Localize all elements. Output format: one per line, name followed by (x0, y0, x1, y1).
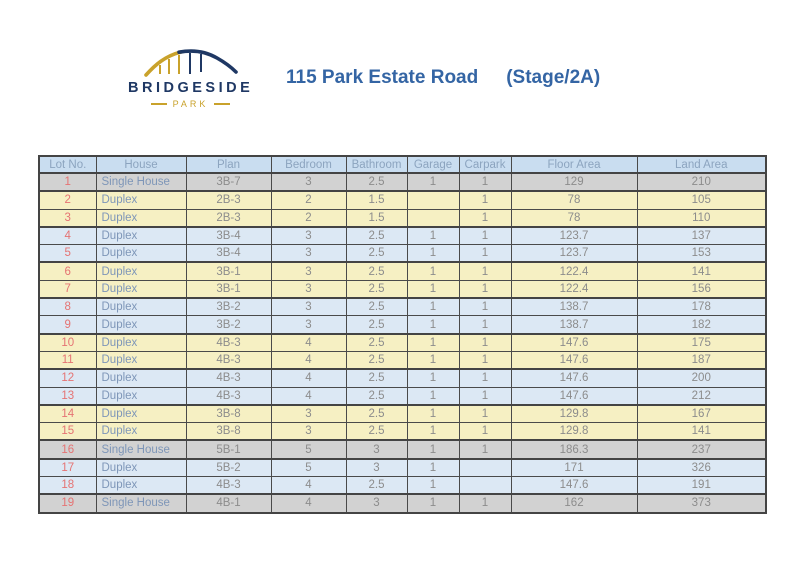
plan-cell: 4B-3 (186, 334, 271, 352)
column-header-garage: Garage (407, 156, 459, 173)
house-cell: Duplex (96, 334, 186, 352)
column-header-plan: Plan (186, 156, 271, 173)
floor-area-cell: 122.4 (511, 262, 637, 280)
bathroom-cell: 2.5 (346, 334, 407, 352)
floor-area-cell: 147.6 (511, 477, 637, 495)
column-header-bathroom: Bathroom (346, 156, 407, 173)
land-area-cell: 200 (637, 369, 766, 387)
house-cell: Duplex (96, 405, 186, 423)
carpark-cell: 1 (459, 351, 511, 369)
table-row (39, 477, 766, 495)
bedroom-cell: 3 (271, 173, 346, 191)
lot-no-cell: 1 (39, 173, 96, 191)
bathroom-cell: 2.5 (346, 387, 407, 405)
plan-cell: 3B-8 (186, 405, 271, 423)
carpark-cell: 1 (459, 209, 511, 227)
column-header-house: House (96, 156, 186, 173)
lot-no-cell: 11 (39, 351, 96, 369)
garage-cell: 1 (407, 459, 459, 477)
bathroom-cell: 2.5 (346, 369, 407, 387)
table-row (39, 191, 766, 209)
street-title: 115 Park Estate Road (286, 67, 479, 88)
carpark-cell: 1 (459, 440, 511, 458)
house-cell: Duplex (96, 477, 186, 495)
lot-no-cell: 5 (39, 245, 96, 263)
land-area-cell: 110 (637, 209, 766, 227)
garage-cell: 1 (407, 351, 459, 369)
bedroom-cell: 3 (271, 405, 346, 423)
column-header-lot-no: Lot No. (39, 156, 96, 173)
carpark-cell: 1 (459, 369, 511, 387)
carpark-cell: 1 (459, 334, 511, 352)
lot-no-cell: 13 (39, 387, 96, 405)
floor-area-cell: 122.4 (511, 280, 637, 298)
column-header-floor-area: Floor Area (511, 156, 637, 173)
carpark-cell: 1 (459, 423, 511, 441)
bathroom-cell: 1.5 (346, 191, 407, 209)
table-row (39, 440, 766, 458)
floor-area-cell: 138.7 (511, 316, 637, 334)
table-row (39, 423, 766, 441)
table-row (39, 209, 766, 227)
plan-cell: 3B-4 (186, 227, 271, 245)
floor-area-cell: 147.6 (511, 351, 637, 369)
floor-area-cell: 162 (511, 494, 637, 512)
stage-title: (Stage/2A) (506, 67, 601, 88)
floor-area-cell: 78 (511, 191, 637, 209)
bedroom-cell: 5 (271, 440, 346, 458)
floor-area-cell: 147.6 (511, 387, 637, 405)
lots-table-wrap (38, 155, 767, 514)
table-row (39, 334, 766, 352)
house-cell: Duplex (96, 245, 186, 263)
lot-no-cell: 12 (39, 369, 96, 387)
plan-cell: 3B-8 (186, 423, 271, 441)
garage-cell: 1 (407, 245, 459, 263)
house-cell: Single House (96, 440, 186, 458)
floor-area-cell: 129.8 (511, 405, 637, 423)
bathroom-cell: 2.5 (346, 423, 407, 441)
land-area-cell: 167 (637, 405, 766, 423)
carpark-cell: 1 (459, 494, 511, 512)
bathroom-cell: 1.5 (346, 209, 407, 227)
land-area-cell: 326 (637, 459, 766, 477)
bedroom-cell: 4 (271, 477, 346, 495)
table-row (39, 494, 766, 512)
garage-cell: 1 (407, 334, 459, 352)
column-header-land-area: Land Area (637, 156, 766, 173)
table-row (39, 298, 766, 316)
lot-no-cell: 7 (39, 280, 96, 298)
floor-area-cell: 138.7 (511, 298, 637, 316)
table-row (39, 245, 766, 263)
table-row (39, 459, 766, 477)
lot-no-cell: 16 (39, 440, 96, 458)
bedroom-cell: 2 (271, 191, 346, 209)
house-cell: Single House (96, 173, 186, 191)
bedroom-cell: 3 (271, 423, 346, 441)
bedroom-cell: 4 (271, 351, 346, 369)
land-area-cell: 373 (637, 494, 766, 512)
floor-area-cell: 123.7 (511, 245, 637, 263)
plan-cell: 2B-3 (186, 191, 271, 209)
table-row (39, 387, 766, 405)
house-cell: Single House (96, 494, 186, 512)
carpark-cell: 1 (459, 280, 511, 298)
bathroom-cell: 3 (346, 440, 407, 458)
table-row (39, 351, 766, 369)
floor-area-cell: 129 (511, 173, 637, 191)
plan-cell: 4B-3 (186, 351, 271, 369)
land-area-cell: 175 (637, 334, 766, 352)
carpark-cell: 1 (459, 405, 511, 423)
plan-cell: 4B-1 (186, 494, 271, 512)
floor-area-cell: 129.8 (511, 423, 637, 441)
plan-cell: 3B-1 (186, 280, 271, 298)
bedroom-cell: 5 (271, 459, 346, 477)
plan-cell: 3B-4 (186, 245, 271, 263)
garage-cell: 1 (407, 316, 459, 334)
garage-cell: 1 (407, 227, 459, 245)
lot-no-cell: 19 (39, 494, 96, 512)
house-cell: Duplex (96, 262, 186, 280)
lot-no-cell: 6 (39, 262, 96, 280)
lot-no-cell: 10 (39, 334, 96, 352)
bathroom-cell: 2.5 (346, 316, 407, 334)
carpark-cell: 1 (459, 245, 511, 263)
lot-no-cell: 4 (39, 227, 96, 245)
bathroom-cell: 2.5 (346, 227, 407, 245)
carpark-cell: 1 (459, 298, 511, 316)
land-area-cell: 178 (637, 298, 766, 316)
lot-no-cell: 17 (39, 459, 96, 477)
logo (128, 48, 253, 109)
house-cell: Duplex (96, 369, 186, 387)
bathroom-cell: 2.5 (346, 351, 407, 369)
land-area-cell: 212 (637, 387, 766, 405)
dash-right (214, 103, 230, 105)
table-row (39, 369, 766, 387)
house-cell: Duplex (96, 387, 186, 405)
carpark-cell: 1 (459, 173, 511, 191)
bathroom-cell: 2.5 (346, 298, 407, 316)
house-cell: Duplex (96, 191, 186, 209)
house-cell: Duplex (96, 298, 186, 316)
garage-cell: 1 (407, 173, 459, 191)
carpark-cell: 1 (459, 262, 511, 280)
floor-area-cell: 78 (511, 209, 637, 227)
land-area-cell: 182 (637, 316, 766, 334)
table-header-row (39, 156, 766, 173)
table-row (39, 173, 766, 191)
bedroom-cell: 4 (271, 387, 346, 405)
bathroom-cell: 2.5 (346, 245, 407, 263)
garage-cell: 1 (407, 262, 459, 280)
plan-cell: 3B-2 (186, 298, 271, 316)
carpark-cell (459, 477, 511, 495)
house-cell: Duplex (96, 351, 186, 369)
plan-cell: 5B-1 (186, 440, 271, 458)
bathroom-cell: 2.5 (346, 405, 407, 423)
bedroom-cell: 3 (271, 262, 346, 280)
floor-area-cell: 123.7 (511, 227, 637, 245)
lot-no-cell: 8 (39, 298, 96, 316)
page-title (286, 67, 600, 89)
bedroom-cell: 3 (271, 245, 346, 263)
logo-subtitle (128, 99, 253, 109)
garage-cell: 1 (407, 280, 459, 298)
bedroom-cell: 3 (271, 227, 346, 245)
logo-name: BRIDGESIDE (128, 80, 254, 96)
carpark-cell (459, 459, 511, 477)
garage-cell (407, 191, 459, 209)
plan-cell: 4B-3 (186, 387, 271, 405)
house-cell: Duplex (96, 209, 186, 227)
land-area-cell: 237 (637, 440, 766, 458)
bathroom-cell: 2.5 (346, 262, 407, 280)
plan-cell: 3B-1 (186, 262, 271, 280)
table-row (39, 405, 766, 423)
carpark-cell: 1 (459, 387, 511, 405)
carpark-cell: 1 (459, 227, 511, 245)
plan-cell: 4B-3 (186, 477, 271, 495)
garage-cell: 1 (407, 440, 459, 458)
bedroom-cell: 4 (271, 494, 346, 512)
land-area-cell: 137 (637, 227, 766, 245)
garage-cell: 1 (407, 477, 459, 495)
floor-area-cell: 147.6 (511, 369, 637, 387)
land-area-cell: 141 (637, 423, 766, 441)
plan-cell: 5B-2 (186, 459, 271, 477)
garage-cell: 1 (407, 405, 459, 423)
land-area-cell: 141 (637, 262, 766, 280)
garage-cell: 1 (407, 298, 459, 316)
column-header-bedroom: Bedroom (271, 156, 346, 173)
table-row (39, 280, 766, 298)
table-row (39, 316, 766, 334)
bridge-icon (143, 48, 239, 78)
house-cell: Duplex (96, 280, 186, 298)
bedroom-cell: 3 (271, 316, 346, 334)
table-row (39, 227, 766, 245)
plan-cell: 4B-3 (186, 369, 271, 387)
land-area-cell: 156 (637, 280, 766, 298)
plan-cell: 2B-3 (186, 209, 271, 227)
garage-cell (407, 209, 459, 227)
house-cell: Duplex (96, 316, 186, 334)
dash-left (151, 103, 167, 105)
bedroom-cell: 4 (271, 369, 346, 387)
land-area-cell: 187 (637, 351, 766, 369)
column-header-carpark: Carpark (459, 156, 511, 173)
lots-table (38, 155, 767, 514)
table-row (39, 262, 766, 280)
bathroom-cell: 3 (346, 494, 407, 512)
floor-area-cell: 147.6 (511, 334, 637, 352)
house-cell: Duplex (96, 227, 186, 245)
bathroom-cell: 2.5 (346, 280, 407, 298)
lot-no-cell: 3 (39, 209, 96, 227)
land-area-cell: 210 (637, 173, 766, 191)
bedroom-cell: 3 (271, 298, 346, 316)
garage-cell: 1 (407, 387, 459, 405)
bathroom-cell: 3 (346, 459, 407, 477)
garage-cell: 1 (407, 423, 459, 441)
bedroom-cell: 3 (271, 280, 346, 298)
bedroom-cell: 2 (271, 209, 346, 227)
garage-cell: 1 (407, 494, 459, 512)
bedroom-cell: 4 (271, 334, 346, 352)
land-area-cell: 153 (637, 245, 766, 263)
land-area-cell: 105 (637, 191, 766, 209)
house-cell: Duplex (96, 423, 186, 441)
lot-no-cell: 14 (39, 405, 96, 423)
lot-no-cell: 18 (39, 477, 96, 495)
lot-no-cell: 15 (39, 423, 96, 441)
bathroom-cell: 2.5 (346, 477, 407, 495)
land-area-cell: 191 (637, 477, 766, 495)
floor-area-cell: 171 (511, 459, 637, 477)
plan-cell: 3B-2 (186, 316, 271, 334)
floor-area-cell: 186.3 (511, 440, 637, 458)
garage-cell: 1 (407, 369, 459, 387)
carpark-cell: 1 (459, 316, 511, 334)
logo-sub-label: PARK (172, 99, 209, 109)
house-cell: Duplex (96, 459, 186, 477)
bathroom-cell: 2.5 (346, 173, 407, 191)
lot-no-cell: 2 (39, 191, 96, 209)
plan-cell: 3B-7 (186, 173, 271, 191)
carpark-cell: 1 (459, 191, 511, 209)
lot-no-cell: 9 (39, 316, 96, 334)
